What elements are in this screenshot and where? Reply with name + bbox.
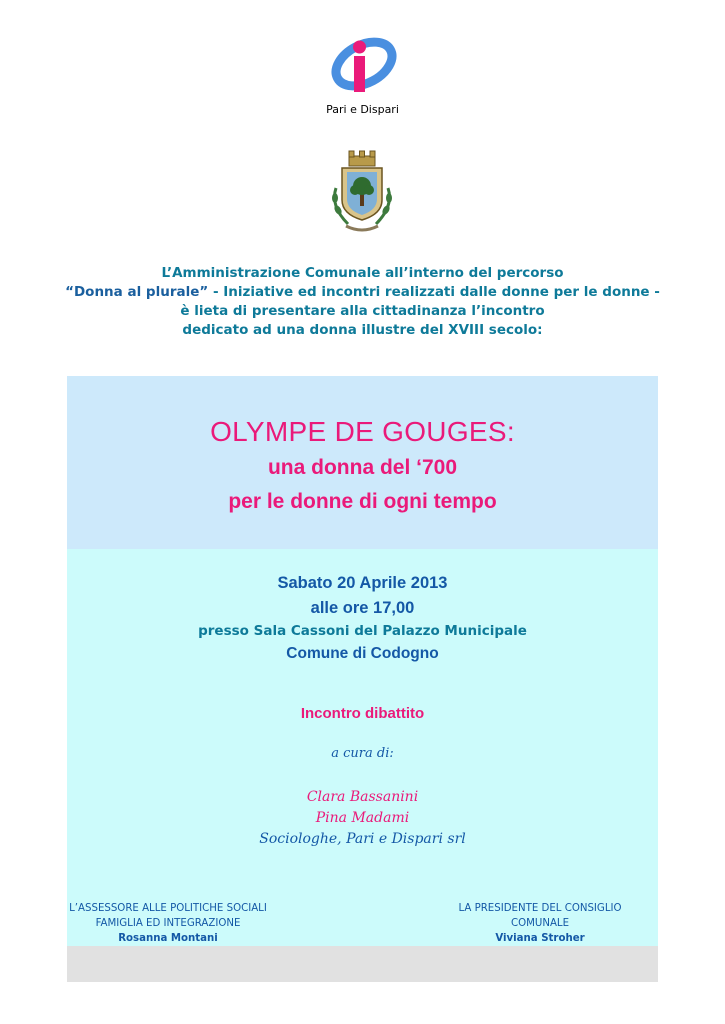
speaker-1: Clara Bassanini	[306, 789, 419, 805]
signature-left-name: Rosanna Montani	[118, 933, 218, 944]
event-date: Sabato 20 Aprile 2013	[277, 574, 448, 592]
event-venue: presso Sala Cassoni del Palazzo Municipale	[198, 623, 527, 639]
event-type: Incontro dibattito	[300, 705, 425, 722]
headline-title: OLYMPE DE GOUGES:	[210, 416, 515, 447]
speakers-role: Sociologhe, Pari e Dispari srl	[259, 831, 466, 847]
signature-right-name: Viviana Stroher	[495, 933, 585, 944]
intro-line-3: è lieta di presentare alla cittadinanza l’incontro	[180, 303, 545, 319]
intro-line-2-rest: - Iniziative ed incontri realizzati dalle donne per le donne -	[208, 284, 660, 300]
signature-right-title-1: LA PRESIDENTE DEL CONSIGLIO	[458, 903, 622, 914]
headline-subtitle-2: per le donne di ogni tempo	[228, 490, 497, 513]
headline-subtitle-1: una donna del ‘700	[267, 456, 458, 479]
intro-text	[0, 264, 725, 340]
intro-line-1: L’Amministrazione Comunale all’interno del percorso	[161, 265, 564, 281]
municipal-coat-of-arms-icon	[326, 148, 398, 236]
speaker-2: Pina Madami	[315, 810, 410, 826]
signature-left-title-2: FAMIGLIA ED INTEGRAZIONE	[95, 918, 241, 929]
footer-band	[67, 946, 658, 982]
intro-line-4: dedicato ad una donna illustre del XVIII secolo:	[182, 322, 543, 338]
signature-right	[410, 901, 670, 946]
signature-left-title-1: L’ASSESSORE ALLE POLITICHE SOCIALI	[69, 903, 267, 914]
intro-line-2	[0, 283, 725, 302]
pari-e-dispari-logo-icon	[320, 36, 405, 96]
signature-right-title-2: COMUNALE	[510, 918, 570, 929]
intro-quote: “Donna al plurale”	[65, 284, 209, 300]
logo-caption: Pari e Dispari	[326, 103, 399, 116]
curated-by-label: a cura di:	[331, 746, 394, 761]
event-city: Comune di Codogno	[286, 645, 439, 662]
event-time: alle ore 17,00	[310, 599, 415, 617]
signature-left	[38, 901, 298, 946]
